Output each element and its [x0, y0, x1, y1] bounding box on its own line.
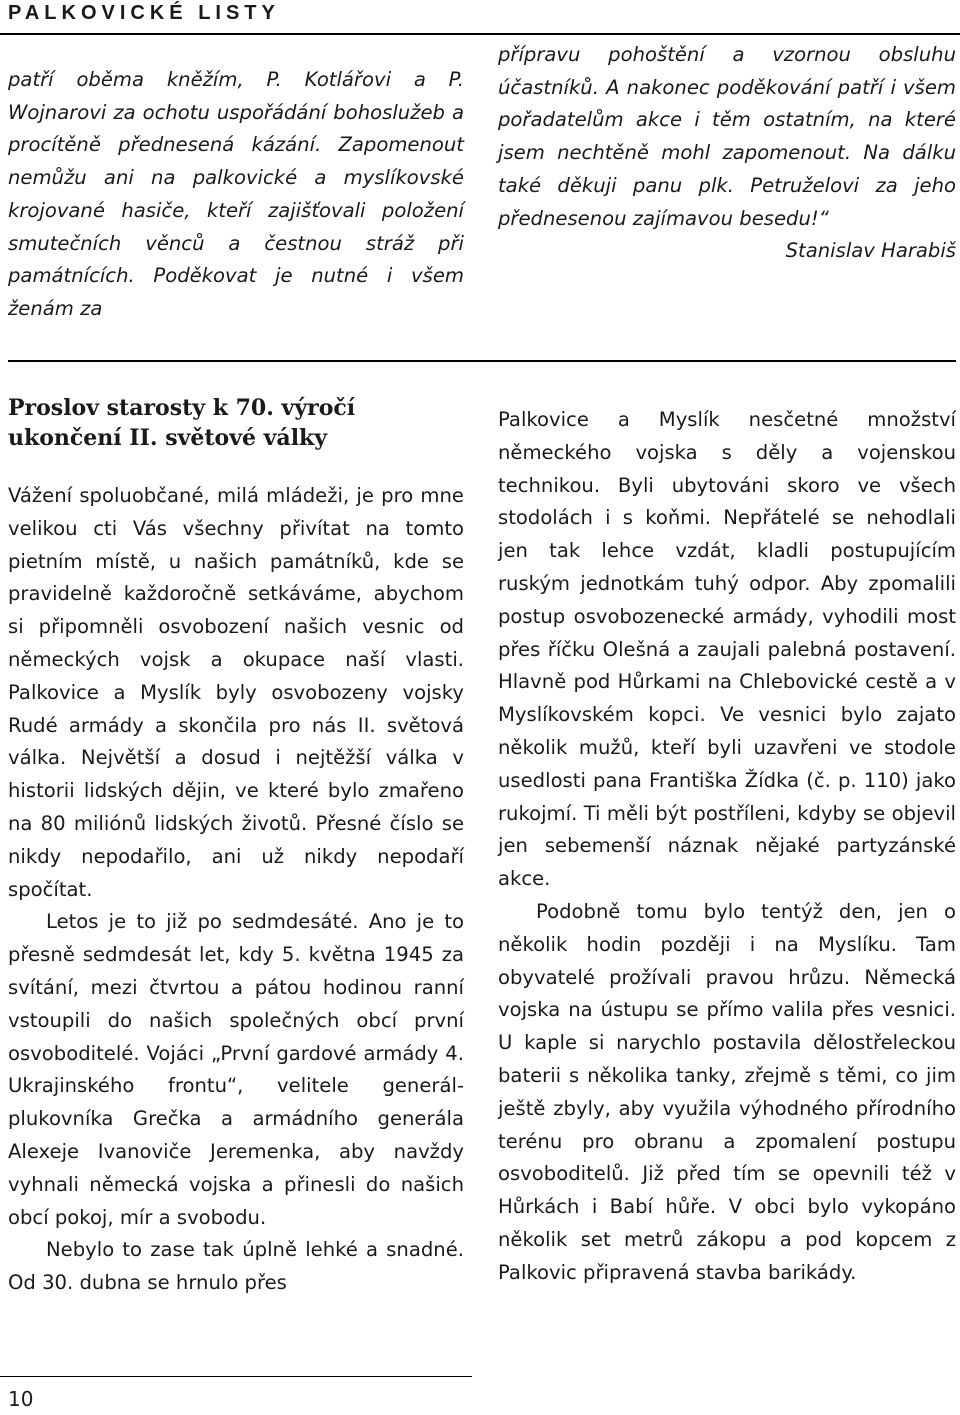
article-signature: Stanislav Harabiš — [785, 239, 956, 263]
speech-right-column — [498, 404, 956, 1290]
header-rule — [0, 33, 960, 35]
upper-article-text-right: přípravu pohoštění a vzornou obsluhu účastníků. A nakonec poděkování patří i všem pořadatelům akce i těm ostatním, na které jsem nechtěně mohl zapomenout. Na dálku také děkuji panu plk. Petruželovi za jeho přednesenou zajímavou besedu!“ — [498, 43, 956, 230]
page-number: 10 — [8, 1387, 34, 1411]
speech-paragraph: Palkovice a Myslík nesčetné množství německého vojska s děly a vojenskou technikou. Byli ubytováni skoro ve všech stodolách i s koňmi. Nepřátelé se nehodlali jen tak lehce vzdát, kladli postupujícím ruským jednotkám tuhý odpor. Aby zpomalili postup osvobozenecké armády, vyhodili most přes říčku Olešná a zaujali palebná postavení. Hlavně pod Hůrkami na Chlebovické cestě a v Myslíkovském kopci. Ve vesnici bylo zajato několik mužů, kteří byli uzavřeni ve stodole usedlosti pana Františka Žídka (č. p. 110) jako rukojmí. Ti měli být postříleni, kdyby se objevil jen sebemenší náznak nějaké partyzánské akce. — [498, 408, 956, 891]
upper-article-right-column — [498, 39, 956, 268]
footer-rule — [0, 1376, 472, 1377]
speech-paragraph: Vážení spoluobčané, milá mládeži, je pro mne velikou cti Vás všechny přivítat na tomto pietním místě, u našich památníků, kde se pravidelně každoročně setkáváme, abychom si připomněli osvobození našich vesnic od německých vojsk a okupace naší vlasti. Palkovice a Myslík byly osvobozeny vojsky Rudé armády a skončila pro nás II. světová válka. Největší a dosud i nejtěžší válka v historii lidských dějin, ve které bylo zmařeno na 80 miliónů lidských životů. Přesné číslo se nikdy nepodařilo, ani už nikdy nepodaří spočítat. — [8, 484, 464, 901]
masthead-title: PALKOVICKÉ LISTY — [8, 2, 280, 24]
upper-article-text-left: patří oběma kněžím, P. Kotlářovi a P. Wojnarovi za ochotu uspořádání bohoslužeb a procítěně přednesená kázání. Zapomenout nemůžu ani na palkovické a myslíkovské krojované hasiče, kteří zajišťovali položení smutečních věnců a čestnou stráž při památnících. Poděkovat je nutné i všem ženám za — [8, 68, 464, 320]
speech-paragraph: Podobně tomu bylo tentýž den, jen o několik hodin později i na Myslíku. Tam obyvatelé prožívali pravou hrůzu. Německá vojska na ústupu se přímo valila přes vesnici. U kaple si narychlo postavila dělostřeleckou baterii s několika tanky, zřejmě s těmi, co jim ještě zbyly, aby využila výhodného přírodního terénu pro obranu a zpomalení postupu osvoboditelů. Již před tím se opevnili též v Hůrkách i Babí hůře. V obci bylo vykopáno několik set metrů zákopu a pod kopcem z Palkovic připravená stavba barikády. — [498, 899, 956, 1284]
section-divider — [8, 360, 956, 362]
upper-article-left-column — [8, 64, 464, 326]
speech-paragraph: Letos je to již po sedmdesáté. Ano je to přesně sedmdesát let, kdy 5. května 1945 za svítání, mezi čtvrtou a pátou hodinou ranní vstoupili do našich společných obcí první osvoboditelé. Vojáci „První gardové armády 4. Ukrajinského frontu“, velitele generál-plukovníka Grečka a armádního generála Alexeje Ivanoviče Jeremenka, aby navždy vyhnali německá vojska a přinesli do našich obcí pokoj, mír a svobodu. — [8, 910, 464, 1229]
speech-left-column — [8, 393, 464, 1300]
speech-paragraph: Nebylo to zase tak úplně lehké a snadné. Od 30. dubna se hrnulo přes — [8, 1238, 464, 1295]
speech-heading: Proslov starosty k 70. výročí ukončení II. světové války — [8, 395, 356, 451]
